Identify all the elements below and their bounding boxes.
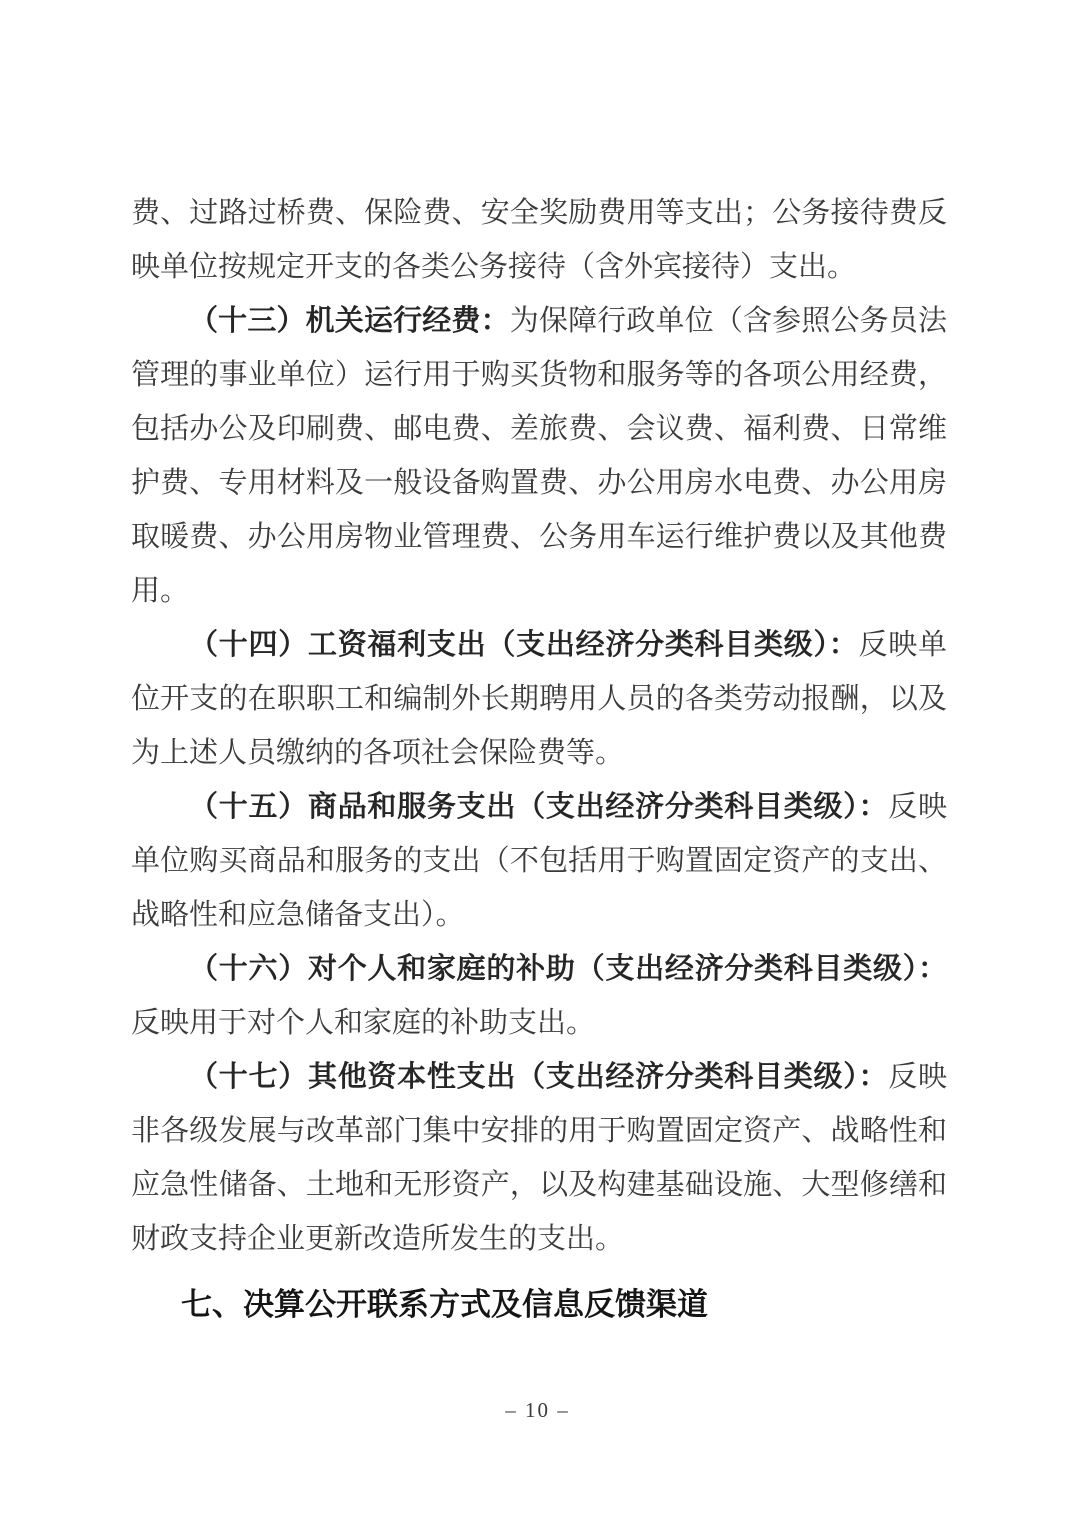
- text-run: 非各级发展与改革部门集中安排的用于购置固定资产、战略性和: [131, 1115, 947, 1147]
- text-run: 费、过路过桥费、保险费、安全奖励费用等支出；公务接待费反: [131, 197, 947, 229]
- text-run: 取暖费、办公用房物业管理费、公务用车运行维护费以及其他费: [131, 521, 947, 553]
- text-run: 为保障行政单位（含参照公务员法: [509, 305, 947, 337]
- text-run: 为上述人员缴纳的各项社会保险费等。: [131, 737, 625, 769]
- text-run: 单位购买商品和服务的支出（不包括用于购置固定资产的支出、: [131, 845, 947, 877]
- text-line: [131, 888, 947, 942]
- text-line: [131, 402, 947, 456]
- text-run: 管理的事业单位）运行用于购买货物和服务等的各项公用经费，: [131, 359, 947, 391]
- page-footer: [0, 1398, 1075, 1423]
- bold-text-run: （十七）其他资本性支出（支出经济分类科目类级）：: [189, 1061, 889, 1093]
- bold-text-run: （十三）机关运行经费：: [189, 305, 510, 337]
- text-line: [131, 1212, 947, 1266]
- document-body: [131, 186, 947, 1332]
- text-line: [131, 1158, 947, 1212]
- page-number: – 10 –: [505, 1398, 570, 1422]
- text-line: [131, 618, 947, 672]
- text-line: [131, 564, 947, 618]
- text-line: [131, 942, 947, 996]
- bold-text-run: （十五）商品和服务支出（支出经济分类科目类级）：: [189, 791, 889, 823]
- text-line: [131, 996, 947, 1050]
- text-line: [131, 780, 947, 834]
- bold-text-run: 七、决算公开联系方式及信息反馈渠道: [181, 1287, 708, 1322]
- text-run: 映单位按规定开支的各类公务接待（含外宾接待）支出。: [131, 251, 857, 283]
- text-run: 位开支的在职职工和编制外长期聘用人员的各类劳动报酬，以及: [131, 683, 947, 715]
- text-run: 应急性储备、土地和无形资产，以及构建基础设施、大型修缮和: [131, 1169, 947, 1201]
- section-heading: [131, 1278, 947, 1332]
- text-line: [131, 726, 947, 780]
- text-run: 包括办公及印刷费、邮电费、差旅费、会议费、福利费、日常维: [131, 413, 947, 445]
- text-line: [131, 348, 947, 402]
- text-run: 反映用于对个人和家庭的补助支出。: [131, 1007, 596, 1039]
- text-run: 战略性和应急储备支出）。: [131, 899, 465, 931]
- text-line: [131, 186, 947, 240]
- text-line: [131, 294, 947, 348]
- text-run: 财政支持企业更新改造所发生的支出。: [131, 1223, 625, 1255]
- text-line: [131, 1050, 947, 1104]
- text-run: 反映单: [858, 629, 947, 661]
- text-line: [131, 510, 947, 564]
- text-run: 反映: [888, 1061, 947, 1093]
- text-line: [131, 240, 947, 294]
- text-line: [131, 672, 947, 726]
- text-run: 护费、专用材料及一般设备购置费、办公用房水电费、办公用房: [131, 467, 947, 499]
- bold-text-run: （十四）工资福利支出（支出经济分类科目类级）：: [189, 629, 859, 661]
- bold-text-run: （十六）对个人和家庭的补助（支出经济分类科目类级）：: [189, 953, 947, 985]
- text-run: 用。: [131, 575, 190, 607]
- text-line: [131, 834, 947, 888]
- text-run: 反映: [888, 791, 947, 823]
- text-line: [131, 1104, 947, 1158]
- text-line: [131, 456, 947, 510]
